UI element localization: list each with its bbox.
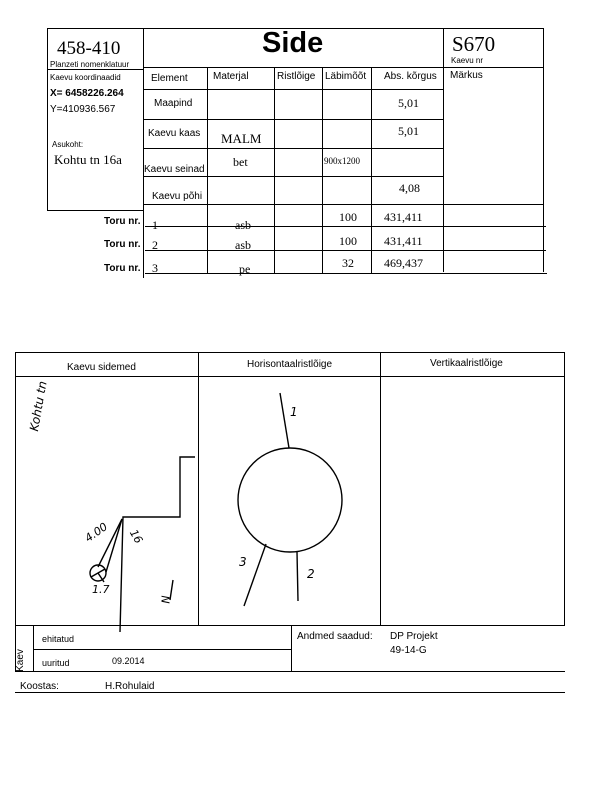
hand-angle-label: 16 [126, 527, 146, 546]
coord-y: Y=410936.567 [50, 104, 116, 115]
row-height: 5,01 [398, 96, 419, 110]
footer-compiled-label: Koostas: [20, 681, 59, 692]
row-diameter: 900x1200 [324, 156, 360, 166]
page-title: Side [262, 27, 324, 59]
footer-surveyed-label: uuritud [42, 658, 70, 668]
hand-street-label: Kohtu tn [27, 379, 50, 433]
row-height: 4,08 [399, 181, 420, 195]
pipe-number: 3 [152, 261, 158, 275]
footer-data-from-code: 49-14-G [390, 645, 427, 656]
col-header-element: Element [151, 73, 188, 84]
panel-vertical-title: Vertikaalristlõige [430, 358, 503, 369]
pipe-line-1 [280, 393, 289, 448]
pipe-label: Toru nr. [104, 239, 141, 250]
pipe-label: Toru nr. [104, 216, 141, 227]
footer-side-label: Kaev [14, 649, 26, 672]
footer-surveyed-value: 09.2014 [112, 656, 145, 666]
well-number: S670 [452, 32, 496, 56]
row-element: Kaevu kaas [148, 128, 201, 139]
panel-horizontal-title: Horisontaalristlõige [247, 359, 333, 370]
pipe-number: 2 [152, 238, 158, 252]
row-material: bet [233, 155, 248, 169]
pipe-material: asb [235, 238, 251, 252]
row-material: MALM [221, 131, 262, 146]
row-height: 5,01 [398, 124, 419, 138]
row-element: Kaevu põhi [152, 191, 203, 202]
pipe-diameter: 100 [339, 234, 357, 248]
building-outline [120, 457, 195, 632]
pipe-height: 431,411 [384, 234, 423, 248]
address: Kohtu tn 16a [54, 152, 122, 167]
coord-x: X= 6458226.264 [50, 88, 124, 99]
row-element: Maapind [154, 98, 193, 109]
hand-pipe-2: 2 [307, 567, 315, 581]
well-circle [238, 448, 342, 552]
coords-label: Kaevu koordinaadid [50, 73, 121, 82]
well-number-label: Kaevu nr [451, 56, 484, 65]
pipe-diameter: 32 [342, 256, 354, 270]
hand-north-label: N [159, 595, 173, 604]
nomenclature-value: 458-410 [57, 38, 121, 59]
nomenclature-label: Planzeti nomenklatuur [50, 60, 130, 69]
pipe-label: Toru nr. [104, 263, 141, 274]
hand-depth-label: 4.00 [82, 520, 111, 545]
pipe-height: 469,437 [384, 256, 423, 270]
hand-pipe-1: 1 [290, 405, 298, 419]
pipe-material: pe [239, 262, 251, 276]
address-label: Asukoht: [52, 140, 84, 149]
hand-distance-label: 1.7 [92, 583, 110, 596]
col-header-material: Materjal [213, 71, 249, 82]
footer-data-from-company: DP Projekt [390, 631, 438, 642]
row-element: Kaevu seinad [144, 164, 205, 175]
pipe-line-3 [244, 544, 266, 606]
col-header-height: Abs. kõrgus [384, 71, 437, 82]
footer-built-label: ehitatud [42, 634, 75, 644]
hand-pipe-3: 3 [239, 555, 247, 569]
footer-data-from-label: Andmed saadud: [297, 631, 373, 642]
pipe-diameter: 100 [339, 210, 357, 224]
panel-connections-title: Kaevu sidemed [67, 362, 136, 373]
pipe-material: asb [235, 218, 251, 232]
pipe-number: 1 [152, 218, 158, 232]
footer-compiled-value: H.Rohulaid [105, 681, 155, 692]
pipe-line-2 [297, 552, 298, 601]
pipe-height: 431,411 [384, 210, 423, 224]
remarks-label: Märkus [450, 70, 483, 81]
col-header-diameter: Läbimõõt [325, 71, 367, 82]
col-header-cross: Ristlõige [277, 71, 316, 82]
